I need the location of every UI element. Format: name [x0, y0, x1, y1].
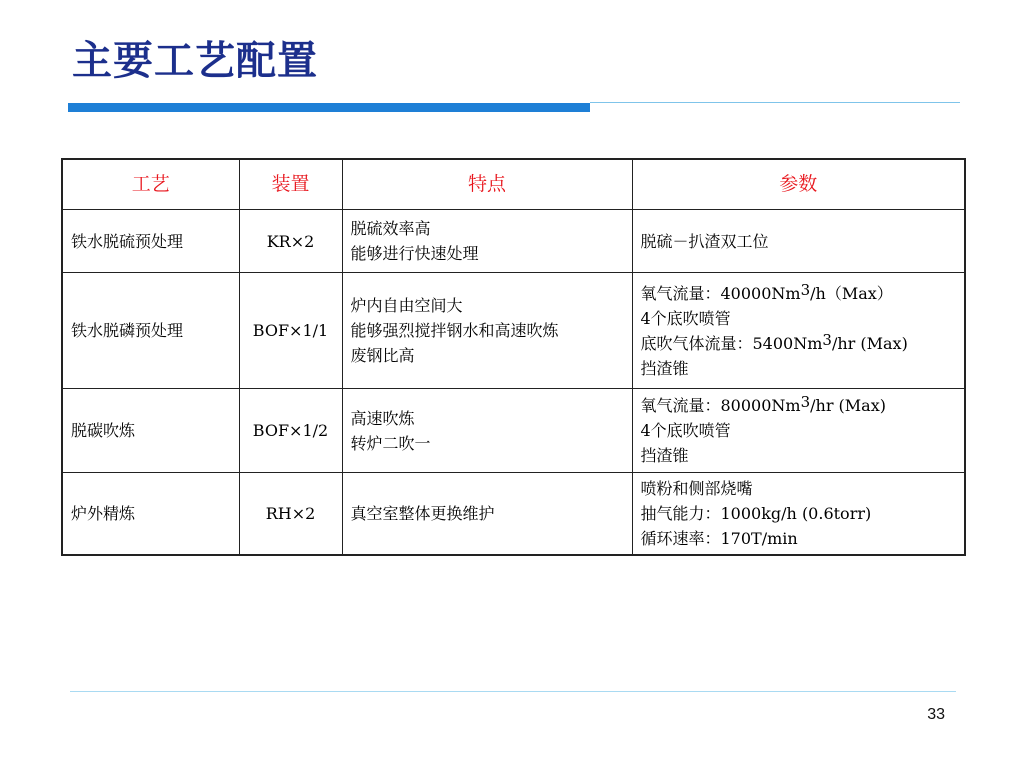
- feature-line: 脱硫效率高: [350, 219, 431, 238]
- cell-features: [342, 273, 632, 389]
- slide-title: 主要工艺配置: [72, 38, 318, 84]
- table-header-row: [62, 159, 965, 210]
- feature-line: 能够强烈搅拌钢水和高速吹炼: [350, 321, 559, 340]
- superscript-3: 3: [800, 280, 811, 299]
- header-features: 特点: [342, 159, 632, 210]
- param-line: 挡渣锥: [640, 358, 689, 378]
- page-number: 33: [927, 706, 945, 723]
- cell-features: [342, 389, 632, 473]
- process-config-table: [61, 158, 966, 556]
- title-divider-line: [590, 102, 960, 103]
- cell-device: BOF×1/2: [239, 389, 342, 473]
- header-device: 装置: [239, 159, 342, 210]
- cell-process: 炉外精炼: [62, 473, 239, 555]
- param-line: 氧气流量：80000Nm$^3$/hr (Max): [640, 393, 886, 415]
- param-line: 4个底吹喷管: [640, 421, 731, 440]
- table-row: [62, 473, 965, 555]
- feature-line: 能够进行快速处理: [350, 244, 479, 263]
- cell-device: BOF×1/1: [239, 273, 342, 389]
- table-row: [62, 210, 965, 273]
- table-row: [62, 273, 965, 389]
- cell-features: [342, 473, 632, 555]
- cell-params: [632, 473, 965, 555]
- cell-device: RH×2: [239, 473, 342, 555]
- cell-params: [632, 389, 965, 473]
- feature-line: 高速吹炼: [350, 408, 415, 428]
- footer-divider-line: [70, 691, 956, 692]
- param-line: 挡渣锥: [640, 446, 689, 465]
- feature-line: 真空室整体更换维护: [350, 503, 495, 523]
- param-line: 氧气流量：40000Nm$^3$/h（Max）: [640, 280, 893, 303]
- param-line: 脱硫－扒渣双工位: [640, 231, 769, 251]
- cell-params: [632, 273, 965, 389]
- param-line: 喷粉和侧部烧嘴: [640, 478, 753, 498]
- cell-process: 铁水脱磷预处理: [62, 273, 239, 389]
- title-accent-bar: [68, 103, 590, 112]
- param-line: 4个底吹喷管: [640, 308, 731, 328]
- feature-line: 转炉二吹一: [350, 433, 431, 453]
- param-line: 抽气能力：1000kg/h (0.6torr): [640, 503, 872, 523]
- cell-params: [632, 210, 965, 273]
- param-line: 循环速率：170T/min: [640, 528, 798, 548]
- cell-features: [342, 210, 632, 273]
- header-params: 参数: [632, 159, 965, 210]
- cell-process: 铁水脱硫预处理: [62, 210, 239, 273]
- cell-device: KR×2: [239, 210, 342, 273]
- feature-line: 废钢比高: [350, 346, 415, 365]
- table-row: [62, 389, 965, 473]
- superscript-3: 3: [800, 393, 811, 411]
- feature-line: 炉内自由空间大: [350, 296, 463, 315]
- superscript-3: 3: [822, 330, 832, 349]
- header-process: 工艺: [62, 159, 239, 210]
- cell-process: 脱碳吹炼: [62, 389, 239, 473]
- param-line: 底吹气体流量：5400Nm$^3$/hr (Max): [640, 330, 908, 353]
